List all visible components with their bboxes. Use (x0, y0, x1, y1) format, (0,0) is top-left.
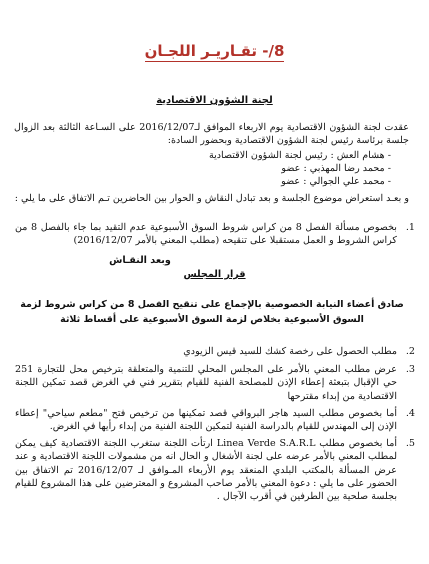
member-item: - محمد علي الجوالي : عضو (281, 176, 391, 187)
item-number: 5. (405, 438, 415, 450)
item-text: عرض مطلب المعني بالأمر على المجلس المحلي للتنمية والمتعلقة بترخيص محل للتجارة 251 حي الإقبال بتبعثة إعطاء الإذن للمصلحة الفنية للقيام بتقرير فني في الغرض قصد تمكين اللجنة الاقتصادية من إبداء مقترحها (15, 364, 397, 402)
item-text: بخصوص مسألة الفصل 8 من كراس شروط السوق الأسبوعية عدم التقيد بما جاء بالفصل 8 من كراس الشروط و العمل مستقبلا على تنقيحه (مطلب المعني بالأمر 2016/12/07) (15, 222, 397, 247)
item-number: 4. (405, 407, 415, 419)
intro-paragraph: عقدت لجنة الشؤون الاقتصادية يوم الاربعاء الموافق لـ2016/12/07 على السـاعة الثالثة بعد الزوال جلسة برئاسة رئيس لجنة الشؤون الاقتصادية وبحضور السادة: (14, 122, 409, 147)
committee-heading: لجنة الشؤون الاقتصادية (156, 95, 273, 106)
member-item: - هشام العش : رئيس لجنة الشؤون الاقتصادية (208, 150, 391, 161)
discussion-label: وبعد النقـاش (109, 255, 171, 266)
item-text: أما بخصوص مطلب Linea Verde S.A.R.L ارتأت اللجنة ستغرب اللجنة الاقتصادية كيف يمكن لمطلب المعني بالأمر عرضه على لجنة الأشغال و الحال انه من مشمولات اللجنة الاقتصادية و عند عرض المسألة بالمكتب البلدي المنعقد يوم الأربعاء المـوافق لـ 2016/12/07 تم الاتفاق بين الحضور على ما يلي : دعوة المعني بالأمر صاحب المشروع و المعترضين على هذا المشروع للقيام بجلسة صلحية بين الطرفين في أقرب الآجال . (14, 438, 397, 503)
agenda-list (15, 345, 415, 507)
item-text: مطلب الحصول على رخصة كشك للسيد قيس الزيودي (183, 346, 397, 357)
list-item (15, 345, 415, 358)
list-item (15, 407, 415, 433)
agenda-item-1 (15, 221, 415, 247)
item-number: 2. (405, 346, 415, 357)
after-members-paragraph: و بعـد استعراض موضوع الجلسة و بعد تبادل النقاش و الحوار بين الحاضرين تـم الاتفاق على ما يلي : (14, 193, 409, 204)
decision-heading: قرار المجلس (183, 269, 246, 280)
list-item (15, 437, 415, 503)
item-number: 3. (405, 364, 415, 376)
item-number: 1. (405, 222, 415, 233)
member-item: - محمد رضا المهذبي : عضو (281, 163, 391, 174)
resolution-text: صادق أعضاء النيابة الخصوصية بالإجماع على تنقيح الفصل 8 من كراس شروط لزمة السوق الأسبوعية بخلاص لزمة السوق الأسبوعية على أقساط ثلاثة (20, 299, 404, 325)
section-title-text: 8/- تقـاريـر اللجـان (144, 42, 285, 60)
section-title (0, 42, 429, 60)
item-text: أما بخصوص مطلب السيد هاجر البرواقي قصد تمكينها من ترخيص فتح "مطعم سياحي" إعطاء الإذن إلى المهندس للقيام بالدراسة الفنية لتمكين اللجنة الفنية من إبداء رأيها في الغرض. (15, 407, 397, 433)
members-list (209, 149, 391, 188)
list-item (15, 363, 415, 403)
